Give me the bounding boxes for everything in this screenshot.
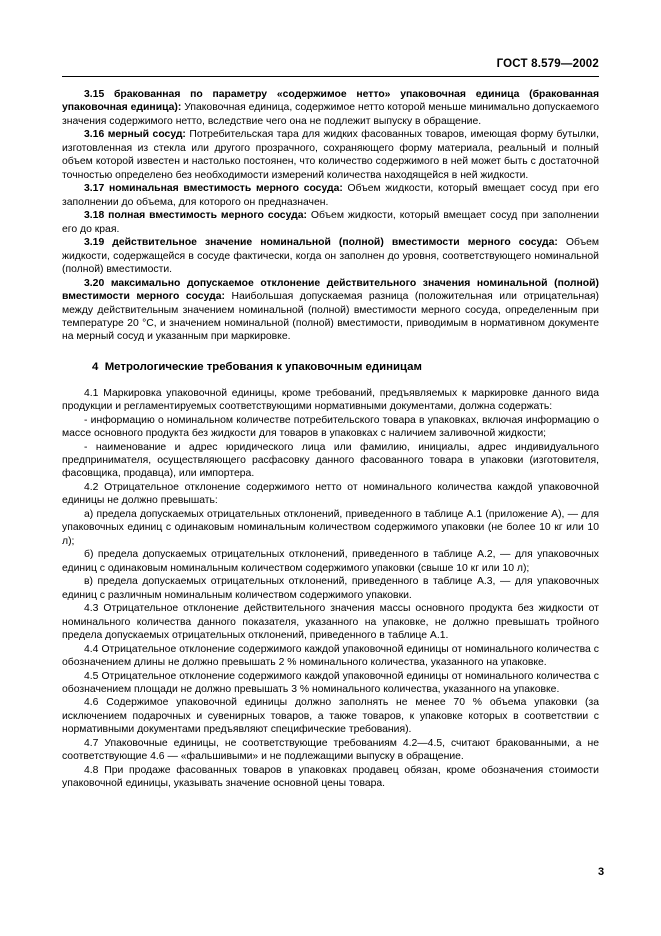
clause-paragraph: 4.5 Отрицательное отклонение содержимого каждой упаковочной единицы от номинального количества с обозначением площади не должно превышать 3 % номинального количества, указанного на упаковке. (62, 670, 599, 695)
section-number: 4 (92, 360, 99, 373)
definition-term: 3.15 бракованная по параметру «содержимое нетто» упаковочная единица (бракованная упаковочная единица): (62, 89, 600, 114)
clause-subitem: а) предела допускаемых отрицательных отклонений, приведенного в таблице А.1 (приложение А), — для упаковочных единиц с одинаковым номинальным количеством содержимого упаковки (не более 10 кг или 10 л); (62, 508, 599, 547)
page-header: ГОСТ 8.579—2002 (496, 58, 599, 70)
clause-subitem: в) предела допускаемых отрицательных отклонений, приведенного в таблице А.3, — для упаковочных единиц с различным номинальным количеством содержимого упаковки. (62, 576, 599, 601)
header-divider (62, 76, 599, 77)
definition-paragraph (62, 88, 599, 128)
definition-term: 3.19 действительное значение номинальной (полной) вместимости мерного сосуда: (84, 237, 558, 249)
definition-paragraph (62, 209, 599, 236)
definition-text: Объем жидкости, который вмещает сосуд при его заполнении до объема, для которого он предназначен. (62, 183, 600, 208)
clause-paragraph: 4.2 Отрицательное отклонение содержимого нетто от номинального количества каждой упаковочной единицы не должно превышать: (62, 481, 599, 507)
section-heading (62, 360, 599, 375)
definition-text: Упаковочная единица, содержимое нетто которой меньше минимально допускаемого значения содержимого нетто, вследствие чего она не подлежит выпуску в обращение. (62, 102, 599, 127)
clause-subitem: б) предела допускаемых отрицательных отклонений, приведенного в таблице А.2, — для упаковочных единиц с одинаковым номинальным количеством содержимого упаковки (свыше 10 кг или 10 л); (62, 549, 599, 574)
definition-paragraph (62, 182, 599, 209)
clause-paragraph: 4.1 Маркировка упаковочной единицы, кроме требований, предъявляемых к маркировке данного вида продукции и регламентируемых соответствующими нормативными документами, должна содержать: (62, 387, 599, 413)
clause-bullet: - информацию о номинальном количестве потребительского товара в упаковках, включая информацию о массе основного продукта без жидкости для товаров в упаковках с наличием заливочной жидкости; (62, 414, 599, 440)
clause-paragraph: 4.6 Содержимое упаковочной единицы должно заполнять не менее 70 % объема упаковки (за исключением подарочных и сувенирных товаров, а также товаров, к упаковке которых в соответствии с нормативными документами предъявляют специфические требования). (62, 697, 599, 736)
page-number: 3 (598, 866, 605, 878)
document-body (62, 88, 599, 791)
clause-paragraph: 4.3 Отрицательное отклонение действительного значения массы основного продукта без жидкости от номинального количества данного показателя, указанного на упаковке, не должно превышать тройного предела допускаемых отрицательных отклонений, приведенного в таблице А.1. (62, 603, 599, 642)
definition-paragraph (62, 277, 599, 344)
definition-text: Объем жидкости, содержащейся в сосуде фактически, когда он заполнен до уровня, соответствующего номинальной (полной) вместимости. (62, 237, 600, 276)
clause-paragraph: 4.7 Упаковочные единицы, не соответствующие требованиям 4.2—4.5, считают бракованными, а не соответствующие 4.6 — «фальшивыми» и не подлежащими выпуску в обращение. (62, 737, 599, 763)
definition-text: Объем жидкости, который вмещает сосуд при заполнении его до края. (62, 210, 599, 235)
definition-text: Потребительская тара для жидких фасованных товаров, имеющая форму бутылки, изготовленная из стекла или другого прозрачного, сохраняющего форму материала, реальный и полный объем которой известен и настолько постоянен, что количество содержимого в ней может быть с достаточной точностью определено без необходимости измерений количества находящейся в ней жидкости. (62, 129, 599, 181)
definition-term: 3.16 мерный сосуд: (84, 129, 186, 141)
clause-bullet: - наименование и адрес юридического лица или фамилию, инициалы, адрес индивидуального предпринимателя, осуществляющего расфасовку данного фасованного товара в упаковки (изготовителя, фасовщика, продавца), или импортера. (62, 441, 599, 480)
clause-paragraph: 4.4 Отрицательное отклонение содержимого каждой упаковочной единицы от номинального количества с обозначением длины не должно превышать 2 % номинального количества, указанного на упаковке. (62, 643, 599, 669)
definition-paragraph (62, 236, 599, 276)
clause-paragraph: 4.8 При продаже фасованных товаров в упаковках продавец обязан, кроме обозначения стоимости упаковочной единицы, указывать значение основной цены товара. (62, 764, 599, 790)
definition-paragraph (62, 128, 599, 182)
section-title: Метрологические требования к упаковочным единицам (104, 360, 422, 373)
definition-text: Наибольшая допускаемая разница (положительная или отрицательная) между действительным значением номинальной (полной) вместимости мерного сосуда, определенным при температуре 20 °С, и значением номинальной (полной) вместимости, приводимым в нормативном документе на мерный сосуд и указанным при маркировке. (62, 291, 599, 343)
definition-term: 3.17 номинальная вместимость мерного сосуда: (84, 183, 343, 195)
definition-term: 3.18 полная вместимость мерного сосуда: (84, 210, 307, 222)
definition-term: 3.20 максимально допускаемое отклонение действительного значения номинальной (полной) вместимости мерного сосуда: (62, 277, 600, 303)
